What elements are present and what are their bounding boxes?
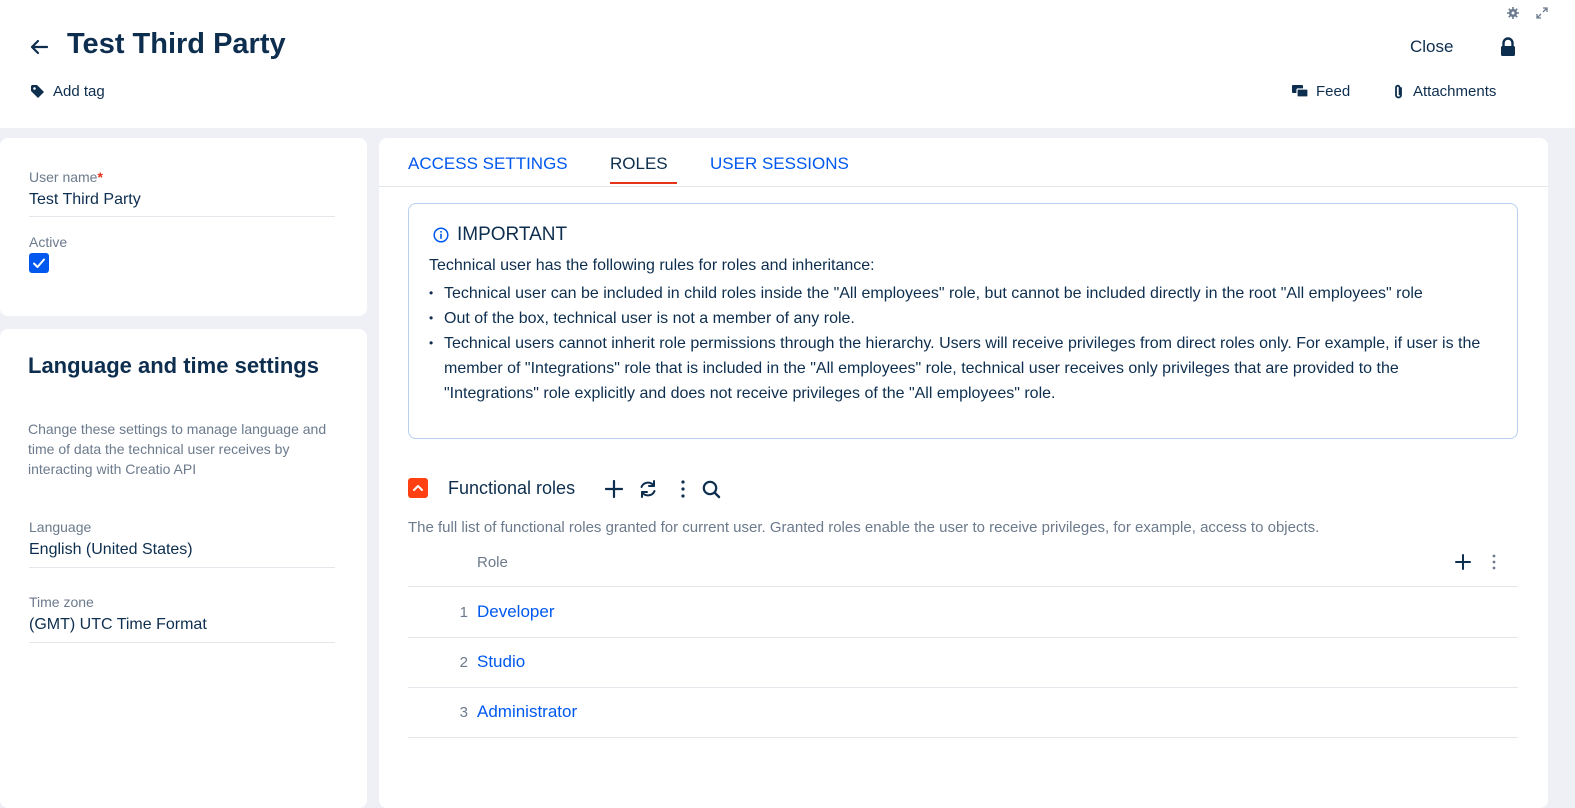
list-item: • Technical users cannot inherit role permissions through the hierarchy. Users will receive privileges from direct roles only. For example, if user is the member of "Integrations" role that is included in the "All employees" role, technical user receives only privileges that are provided to the "Integrations" role explicitly and does not receive privileges of the "All employees" role. — [429, 331, 1489, 406]
refresh-icon[interactable] — [637, 478, 659, 500]
user-info-card — [0, 138, 367, 316]
page-title: Test Third Party — [67, 28, 286, 60]
role-link[interactable]: Studio — [477, 652, 526, 671]
tab-bar — [379, 138, 1548, 187]
table-row[interactable] — [408, 638, 1518, 688]
tab-access-settings[interactable]: ACCESS SETTINGS — [408, 154, 568, 173]
check-icon — [32, 256, 46, 270]
chevron-up-icon — [412, 482, 424, 494]
back-arrow-icon[interactable] — [28, 36, 50, 58]
add-tag-label: Add tag — [53, 83, 105, 100]
expand-icon[interactable] — [1536, 7, 1548, 19]
language-underline — [29, 567, 335, 568]
table-row[interactable] — [408, 688, 1518, 738]
timezone-field[interactable]: (GMT) UTC Time Format — [29, 616, 207, 633]
info-icon — [433, 227, 449, 243]
feed-icon — [1292, 84, 1309, 99]
list-item: • Out of the box, technical user is not a member of any role. — [429, 306, 1489, 331]
gear-icon[interactable] — [1507, 7, 1519, 19]
language-time-card — [0, 329, 367, 808]
timezone-underline — [29, 642, 335, 643]
page-header — [0, 0, 1575, 128]
list-item: • Technical user can be included in child roles inside the "All employees" role, but cannot be included directly in the root "All employees" role — [429, 281, 1489, 306]
add-column-icon[interactable] — [1452, 551, 1474, 573]
username-label: User name* — [29, 169, 103, 185]
active-label: Active — [29, 234, 68, 250]
tag-icon — [30, 84, 45, 99]
important-rules-list — [429, 281, 1489, 406]
add-tag-button[interactable] — [30, 83, 105, 100]
language-time-description: Change these settings to manage language and time of data the technical user receives by interacting with Creatio API — [28, 421, 327, 477]
feed-label: Feed — [1316, 83, 1351, 100]
collapse-section-button[interactable] — [408, 478, 428, 498]
row-number: 3 — [459, 704, 468, 721]
timezone-label: Time zone — [29, 594, 94, 610]
roles-grid-header — [408, 541, 1518, 587]
paperclip-icon — [1392, 84, 1405, 100]
tab-user-sessions[interactable]: USER SESSIONS — [710, 154, 849, 173]
attachments-label: Attachments — [1413, 83, 1497, 100]
important-heading-text: IMPORTANT — [457, 224, 568, 245]
feed-button[interactable] — [1292, 83, 1350, 100]
more-options-icon[interactable] — [672, 478, 694, 500]
add-role-icon[interactable] — [603, 478, 625, 500]
row-number: 1 — [459, 604, 468, 621]
column-header-role[interactable]: Role — [477, 554, 508, 571]
role-link[interactable]: Administrator — [477, 702, 578, 721]
username-field[interactable]: Test Third Party — [29, 191, 141, 208]
active-checkbox[interactable] — [29, 253, 49, 273]
required-mark: * — [97, 169, 103, 185]
important-intro: Technical user has the following rules for roles and inheritance: — [429, 257, 875, 274]
active-tab-indicator — [610, 182, 677, 184]
language-field[interactable]: English (United States) — [29, 541, 193, 558]
close-button[interactable]: Close — [1410, 37, 1454, 56]
search-icon[interactable] — [700, 478, 722, 500]
functional-roles-description: The full list of functional roles granted for current user. Granted roles enable the user to receive privileges, for example, access to objects. — [408, 519, 1320, 536]
row-number: 2 — [459, 654, 468, 671]
language-label: Language — [29, 519, 92, 535]
attachments-button[interactable] — [1392, 83, 1496, 100]
functional-roles-title: Functional roles — [448, 478, 576, 498]
language-time-title: Language and time settings — [28, 353, 319, 378]
lock-icon[interactable] — [1499, 37, 1517, 57]
column-menu-icon[interactable] — [1488, 551, 1500, 573]
table-row[interactable] — [408, 588, 1518, 638]
tab-roles[interactable]: ROLES — [610, 154, 668, 173]
role-link[interactable]: Developer — [477, 602, 555, 621]
important-notice — [408, 203, 1518, 439]
important-heading — [433, 224, 567, 246]
username-underline — [29, 216, 335, 217]
